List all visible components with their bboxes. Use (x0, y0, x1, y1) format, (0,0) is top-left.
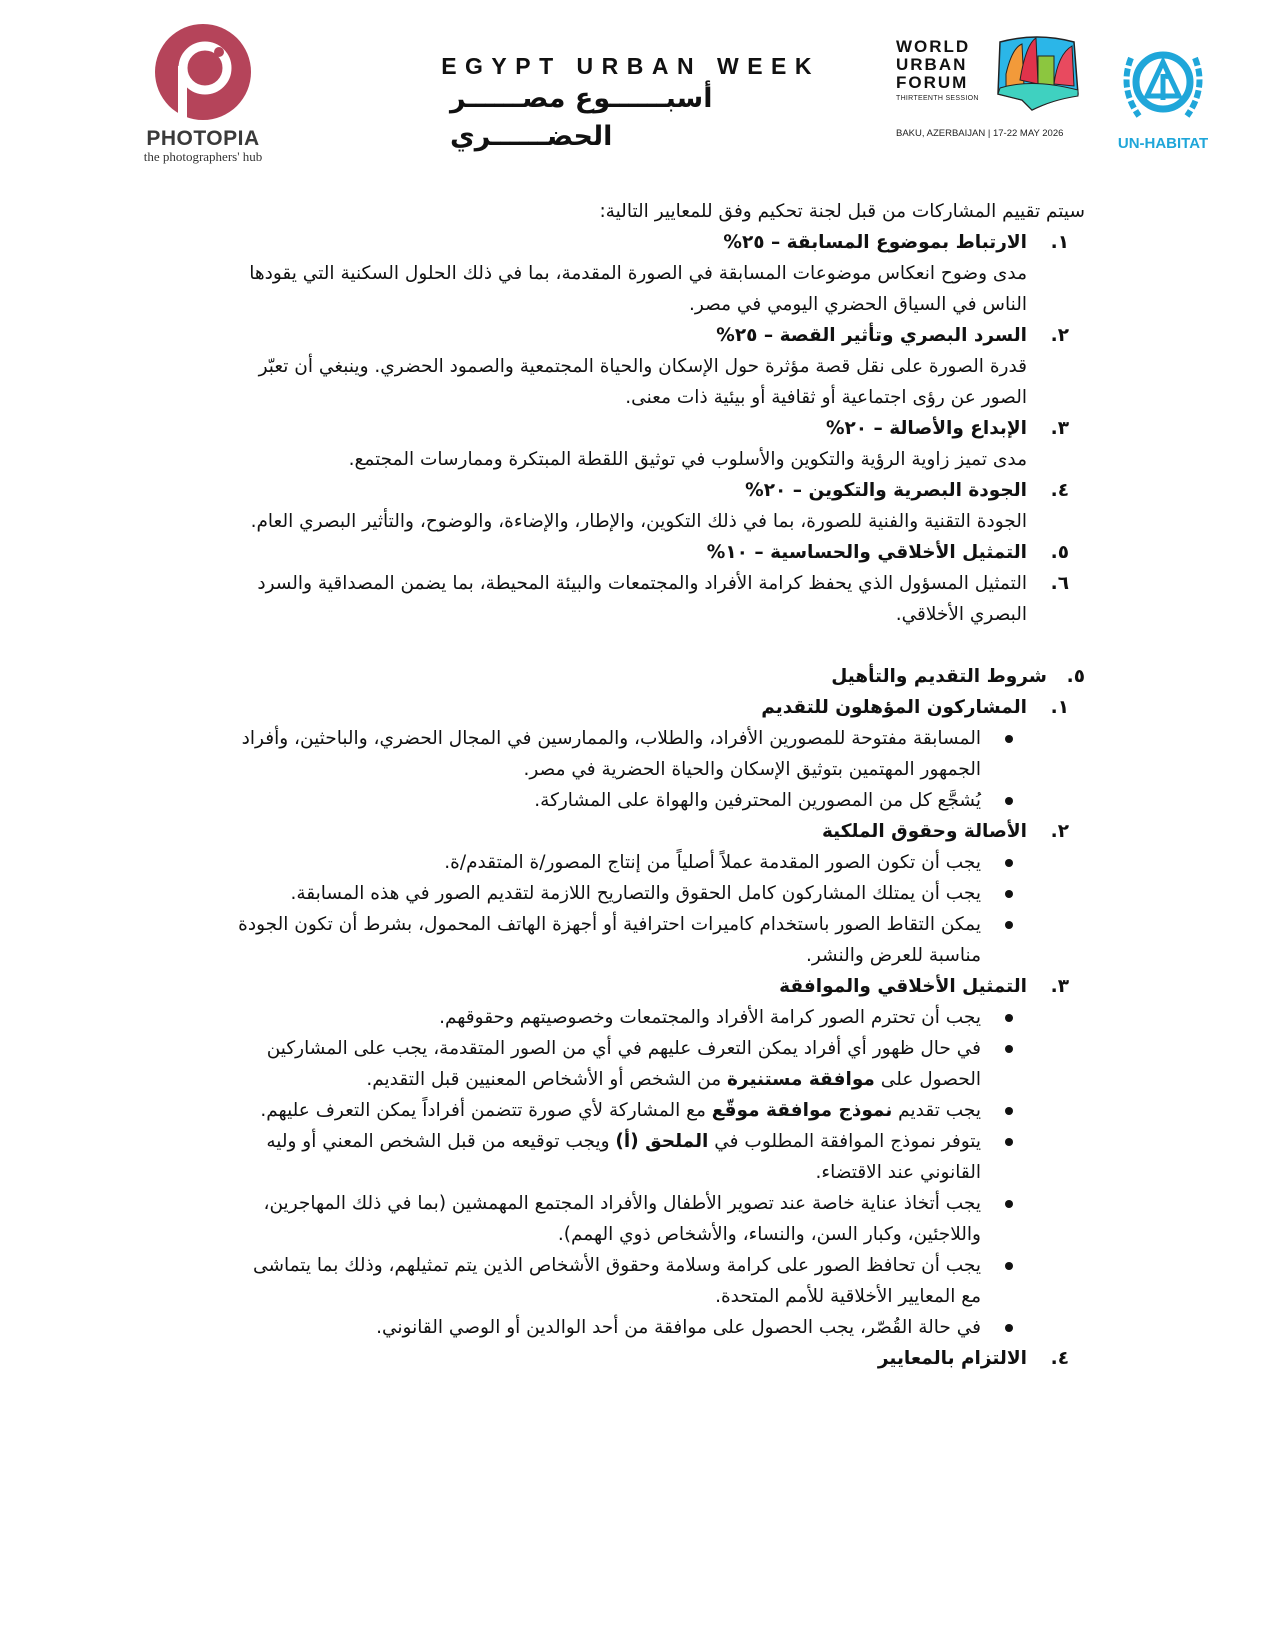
criterion-description-line: قدرة الصورة على نقل قصة مؤثرة حول الإسكان والحياة المجتمعية والصمود الحضري. وينبغي أن تعبّر (258, 356, 1027, 377)
section-5-heading (150, 661, 1085, 692)
subsection-title: الالتزام بالمعايير (877, 1348, 1027, 1369)
bullet-line (150, 1312, 981, 1343)
text-run: واللاجئين، وكبار السن، والنساء، والأشخاص ذوي الهمم). (557, 1224, 981, 1245)
criterion-number: ٢. (1050, 325, 1069, 346)
text-run: الحصول على (874, 1069, 981, 1090)
bullet-dot-icon (1005, 1107, 1013, 1115)
photopia-name: PHOTOPIA (146, 127, 260, 150)
bullet-line: يجب أن يمتلك المشاركون كامل الحقوق والتصاريح اللازمة لتقديم الصور في هذه المسابقة. (290, 883, 981, 904)
subsection-title: الأصالة وحقوق الملكية (821, 821, 1027, 842)
text-run: يجب أتخاذ عناية خاصة عند تصوير الأطفال والأفراد المجتمع المهمشين (بما في ذلك المهاجرين، (263, 1193, 981, 1214)
bullet-item (150, 785, 1085, 816)
egypt-urban-week-title-en: EGYPT URBAN WEEK (441, 53, 820, 79)
criterion-title: الإبداع والأصالة – ٢٠% (825, 418, 1027, 439)
criterion-item (150, 475, 1085, 537)
bullet-item (150, 1188, 1085, 1250)
subsection-heading (150, 1343, 1085, 1374)
text-run: مع المشاركة لأي صورة تتضمن أفراداً يمكن التعرف عليهم. (260, 1100, 712, 1121)
criterion-description-line: مدى تميز زاوية الرؤية والتكوين والأسلوب في توثيق اللقطة المبتكرة وممارسات المجتمع. (348, 449, 1027, 470)
criteria-list (150, 227, 1085, 630)
criterion-title: السرد البصري وتأثير القصة – ٢٥% (716, 325, 1027, 346)
criterion-description-line: الصور عن رؤى اجتماعية أو ثقافية أو بيئية ذات معنى. (625, 387, 1027, 408)
criterion-title: الارتباط بموضوع المسابقة – ٢٥% (723, 232, 1027, 253)
bullet-item (150, 1002, 1085, 1033)
emphasis-text: موافقة مستنيرة (727, 1069, 875, 1090)
bullet-dot-icon (1005, 859, 1013, 867)
bullet-item (150, 1250, 1085, 1312)
un-habitat-emblem-icon (1113, 38, 1213, 130)
criteria-intro: سيتم تقييم المشاركات من قبل لجنة تحكيم وفق للمعايير التالية: (599, 201, 1085, 222)
criterion-number: ٦. (1050, 573, 1069, 594)
egypt-urban-week-title-ar: أسبــــــوع مصــــــر الحضــــــري (450, 83, 713, 152)
bullet-line (150, 1157, 981, 1188)
subsection-number: ٢. (1050, 821, 1069, 842)
bullet-line (150, 1064, 981, 1095)
wuf-title-line: WORLD (896, 37, 971, 56)
bullet-line: يجب أن تكون الصور المقدمة عملاً أصلياً من إنتاج المصور/ة المتقدم/ة. (444, 852, 981, 873)
text-run: في حال ظهور أي أفراد يمكن التعرف عليهم في أي من الصور المتقدمة، يجب على المشاركين (266, 1038, 981, 1059)
wuf-baku-towers-icon (992, 34, 1082, 114)
criterion-item (150, 320, 1085, 413)
photopia-tagline: the photographers' hub (143, 149, 263, 164)
criterion-item (150, 413, 1085, 475)
bullet-item (150, 723, 1085, 785)
bullet-item (150, 1095, 1085, 1126)
subsection-number: ٣. (1050, 976, 1069, 997)
criterion-item (150, 227, 1085, 320)
bullet-item (150, 1312, 1085, 1343)
bullet-line: المسابقة مفتوحة للمصورين الأفراد، والطلاب، والممارسين في المجال الحضري، والباحثين، وأفراد (241, 728, 981, 749)
criterion-description-line: التمثيل المسؤول الذي يحفظ كرامة الأفراد والمجتمعات والبيئة المحيطة، بما يضمن المصداقية والسرد (257, 573, 1027, 594)
text-run: يجب تقديم (892, 1100, 981, 1121)
bullet-line: مناسبة للعرض والنشر. (805, 945, 981, 966)
subsection-heading (150, 816, 1085, 847)
text-run: في حالة القُصّر، يجب الحصول على موافقة من أحد الوالدين أو الوصي القانوني. (376, 1317, 981, 1338)
criterion-number: ٤. (1050, 480, 1069, 501)
world-urban-forum-logo (896, 38, 979, 102)
spacer (150, 630, 1085, 661)
bullet-dot-icon (1005, 890, 1013, 898)
subsection-heading (150, 692, 1085, 723)
bullet-item (150, 878, 1085, 909)
bullet-line (150, 1033, 981, 1064)
bullet-dot-icon (1005, 1324, 1013, 1332)
criterion-number: ٣. (1050, 418, 1069, 439)
criterion-number: ٥. (1050, 542, 1069, 563)
criterion-item (150, 537, 1085, 568)
subsection-title: المشاركون المؤهلون للتقديم (761, 697, 1027, 718)
bullet-item (150, 1033, 1085, 1095)
bullet-dot-icon (1005, 1262, 1013, 1270)
bullet-line: يُشجَّع كل من المصورين المحترفين والهواة على المشاركة. (534, 790, 981, 811)
bullet-line (150, 1281, 981, 1312)
criterion-description-line: البصري الأخلاقي. (895, 604, 1027, 625)
wuf-place-date: BAKU, AZERBAIJAN | 17-22 MAY 2026 (896, 128, 1064, 139)
subsection-number: ١. (1050, 697, 1069, 718)
bullet-line (150, 1219, 981, 1250)
section-5-subsections (150, 692, 1085, 1374)
bullet-line: يمكن التقاط الصور باستخدام كاميرات احترافية أو أجهزة الهاتف المحمول، بشرط أن تكون الجودة (238, 914, 981, 935)
bullet-line (150, 1250, 981, 1281)
photopia-logo (133, 22, 273, 164)
bullet-line (150, 1126, 981, 1157)
bullet-dot-icon (1005, 735, 1013, 743)
bullet-line (150, 1188, 981, 1219)
wuf-session: THIRTEENTH SESSION (896, 95, 979, 102)
criterion-title: الجودة البصرية والتكوين – ٢٠% (745, 480, 1027, 501)
criterion-item (150, 568, 1085, 630)
egypt-urban-week-logo (440, 52, 820, 156)
bullet-line (150, 1002, 981, 1033)
section-title: شروط التقديم والتأهيل (831, 666, 1047, 687)
bullet-dot-icon (1005, 797, 1013, 805)
text-run: مع المعايير الأخلاقية للأمم المتحدة. (715, 1286, 981, 1307)
photopia-camera-mark-icon (153, 22, 253, 122)
section-number: ٥. (1066, 666, 1085, 687)
emphasis-text: نموذج موافقة موقّع (711, 1100, 893, 1121)
criterion-description-line: الناس في السياق الحضري اليومي في مصر. (689, 294, 1027, 315)
wuf-title-line: FORUM (896, 73, 969, 92)
bullet-dot-icon (1005, 1045, 1013, 1053)
bullet-dot-icon (1005, 1014, 1013, 1022)
un-habitat-logo (1108, 38, 1218, 152)
emphasis-text: الملحق (أ) (615, 1131, 709, 1152)
document-body (150, 196, 1085, 1374)
subsection-title: التمثيل الأخلاقي والموافقة (779, 976, 1027, 997)
bullet-line (150, 1095, 981, 1126)
page-header (0, 0, 1275, 175)
bullet-dot-icon (1005, 1200, 1013, 1208)
text-run: القانوني عند الاقتضاء. (815, 1162, 981, 1183)
text-run: يجب أن تحترم الصور كرامة الأفراد والمجتمعات وخصوصيتهم وحقوقهم. (439, 1007, 981, 1028)
text-run: ويجب توقيعه من قبل الشخص المعني أو وليه (266, 1131, 616, 1152)
criterion-number: ١. (1050, 232, 1069, 253)
criterion-title: التمثيل الأخلاقي والحساسية – ١٠% (706, 542, 1027, 563)
subsection-heading (150, 971, 1085, 1002)
criterion-description-line: الجودة التقنية والفنية للصورة، بما في ذلك التكوين، والإطار، والإضاءة، والوضوح، والتأثير البصري العام. (250, 511, 1027, 532)
subsection-number: ٤. (1050, 1348, 1069, 1369)
criterion-description-line: مدى وضوح انعكاس موضوعات المسابقة في الصورة المقدمة، بما في ذلك الحلول السكنية التي يقودها (249, 263, 1027, 284)
bullet-item (150, 847, 1085, 878)
bullet-item (150, 1126, 1085, 1188)
text-run: من الشخص أو الأشخاص المعنيين قبل التقديم. (366, 1069, 728, 1090)
text-run: يتوفر نموذج الموافقة المطلوب في (708, 1131, 981, 1152)
bullet-dot-icon (1005, 1138, 1013, 1146)
un-habitat-name: UN-HABITAT (1117, 135, 1209, 152)
wuf-title-line: URBAN (896, 55, 968, 74)
bullet-item (150, 909, 1085, 971)
bullet-dot-icon (1005, 921, 1013, 929)
bullet-line: الجمهور المهتمين بتوثيق الإسكان والحياة الحضرية في مصر. (523, 759, 981, 780)
text-run: يجب أن تحافظ الصور على كرامة وسلامة وحقوق الأشخاص الذين يتم تمثيلهم، وذلك بما يتماشى (253, 1255, 981, 1276)
